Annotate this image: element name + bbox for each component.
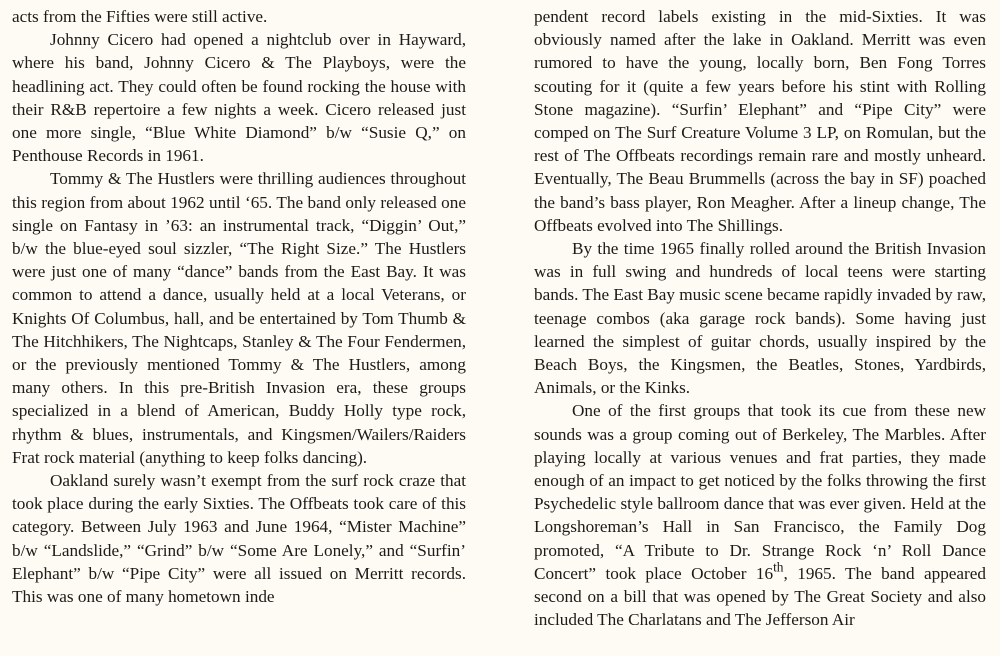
paragraph-johnny-cicero: Johnny Cicero had opened a nightclub over in Hayward, where his band, Johnny Cicero & The Playboys, were the headlining act. They could often be found rocking the house with their R&B repertoire a few nights a week. Cicero released just one more single, “Blue White Diamond” b/w “Susie Q,” on Penthouse Records in 1961. (12, 30, 466, 166)
right-column (534, 5, 986, 631)
ordinal-suffix: th (773, 559, 784, 575)
marbles-text-part1: One of the first groups that took its cue from these new sounds was a group coming out of Berkeley, The Marbles. After playing locally at various venues and frat parties, they made enough of an impact to get noticed by the folks throwing the first Psychedelic style ballroom dance that was ever given. Held at the Longshoreman’s Hall in San Francisco, the Family Dog promoted, “A Tribute to Dr. Strange Rock ‘n’ Roll Dance Concert” took place October 16 (534, 401, 986, 583)
left-column (12, 5, 466, 608)
paragraph-tommy-hustlers: Tommy & The Hustlers were thrilling audiences throughout this region from about 1962 until ‘65. The band only released one single on Fantasy in ’63: an instrumental track, “Diggin’ Out,” b/w the blue-eyed soul sizzler, “The Right Size.” The Hustlers were just one of many “dance” bands from the East Bay. It was common to attend a dance, usually held at a local Veterans, or Knights Of Columbus, hall, and be entertained by Tom Thumb & The Hitchhikers, The Nightcaps, Stanley & The Four Fendermen, or the previously mentioned Tommy & The Hustlers, among many others. In this pre-British Invasion era, these groups specialized in a blend of American, Buddy Holly type rock, rhythm & blues, instrumentals, and Kingsmen/Wailers/Raiders Frat rock material (anything to keep folks dancing). (12, 169, 466, 467)
marbles-text-part2: , 1965. The band appeared second on a bill that was opened by The Great Society and also included The Charlatans and The Jefferson Air (534, 563, 986, 630)
paragraph-merritt-records: pendent record labels existing in the mid-Sixties. It was obviously named after the lake in Oakland. Merritt was even rumored to have the young, locally born, Ben Fong Torres scouting for it (quite a few years before his stint with Rolling Stone magazine). “Surfin’ Elephant” and “Pipe City” were comped on The Surf Creature Volume 3 LP, on Romulan, but the rest of The Offbeats recordings remain rare and mostly unheard. Eventually, The Beau Brummells (across the bay in SF) poached the band’s bass player, Ron Meagher. After a lineup change, The Offbeats evolved into The Shillings. (534, 7, 986, 235)
paragraph-british-invasion: By the time 1965 finally rolled around the British Invasion was in full swing and hundreds of local teens were starting bands. The East Bay music scene became rapidly invaded by raw, teenage combos (aka garage rock bands). Some having just learned the simplest of guitar chords, usually inspired by the Beach Boys, the Kingsmen, the Beatles, Stones, Yardbirds, Animals, or the Kinks. (534, 239, 986, 398)
paragraph-the-marbles (534, 399, 986, 631)
paragraph-continued: acts from the Fifties were still active. (12, 7, 268, 26)
paragraph-oakland-surf: Oakland surely wasn’t exempt from the surf rock craze that took place during the early Sixties. The Offbeats took care of this category. Between July 1963 and June 1964, “Mister Machine” b/w “Landslide,” “Grind” b/w “Some Are Lonely,” and “Surfin’ Elephant” b/w “Pipe City” were all issued on Merritt records. This was one of many hometown inde (12, 471, 466, 607)
